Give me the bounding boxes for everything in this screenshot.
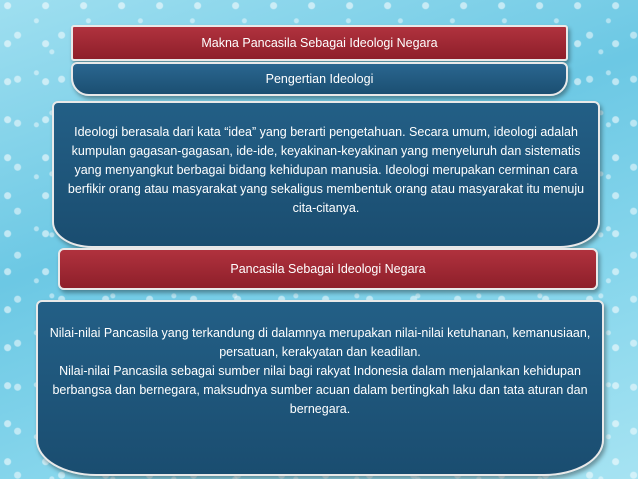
slide-subtitle: Pengertian Ideologi [265,72,374,86]
values-paragraph-2: Nilai-nilai Pancasila sebagai sumber nilai bagi rakyat Indonesia dalam menjalankan kehidupan berbangsa dan bernegara, maksudnya sumber acuan dalam bertingkah laku dan tata aturan dan bernegara. [52,364,588,416]
values-paragraph-1: Nilai-nilai Pancasila yang terkandung di dalamnya merupakan nilai-nilai ketuhanan, kemanusiaan, persatuan, kerakyatan dan keadilan. [49,326,591,359]
title-banner [71,25,568,61]
subtitle-banner [71,62,568,96]
values-panel [36,300,604,476]
section-banner [58,248,598,290]
slide-title: Makna Pancasila Sebagai Ideologi Negara [201,36,438,50]
definition-text: Ideologi berasala dari kata “idea” yang berarti pengetahuan. Secara umum, ideologi adalah kumpulan gagasan-gagasan, ide-ide, keyakinan-keyakinan yang menyeluruh dan sistematis yang menyangkut berbagai bidang kehidupan manusia. Ideologi merupakan cerminan cara berfikir orang atau masyarakat yang sekaligus membentuk orang atau masyarakat itu menuju cita-citanya. [67,125,585,215]
definition-panel [52,101,600,248]
section-heading: Pancasila Sebagai Ideologi Negara [230,262,426,276]
